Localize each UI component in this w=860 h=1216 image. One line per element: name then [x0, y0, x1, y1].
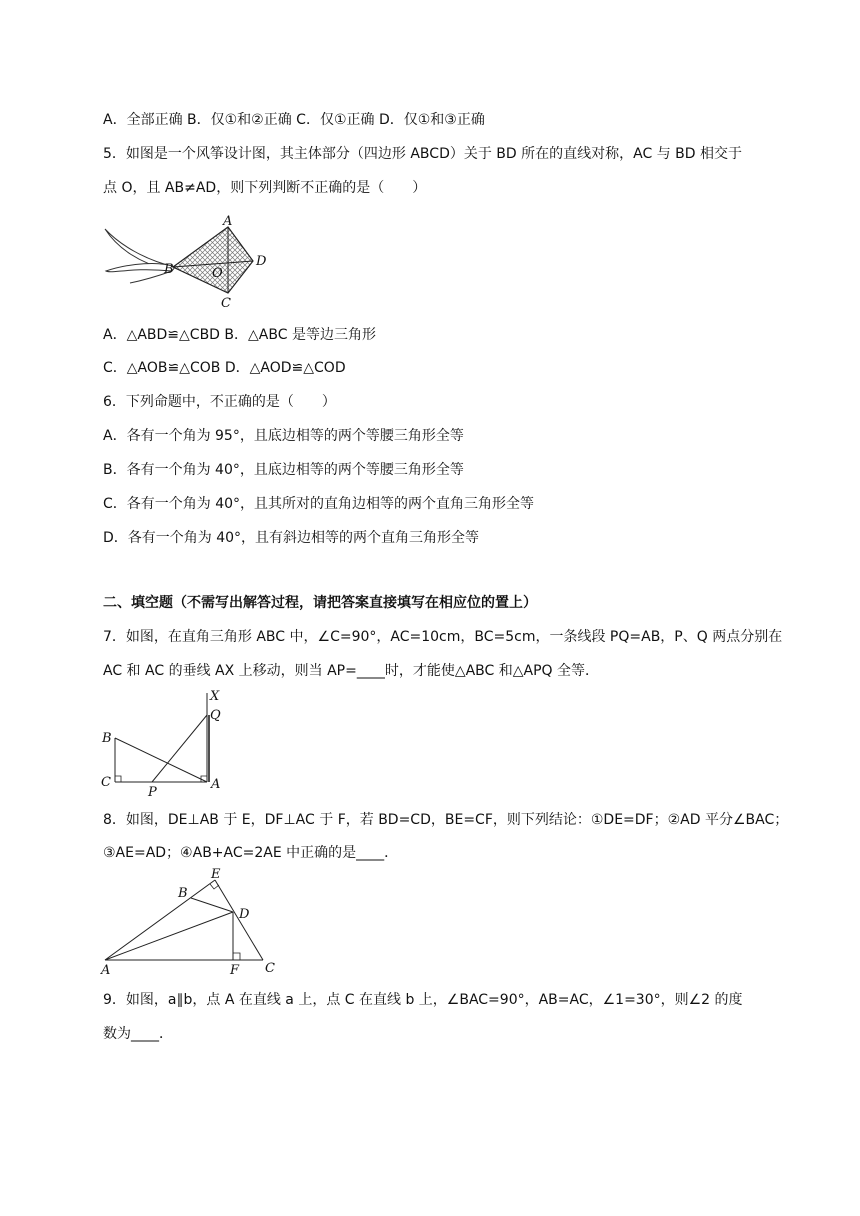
fig7-right-angle-c: [115, 776, 121, 782]
kite-label-o: O: [212, 266, 223, 281]
q6-option-a: A．各有一个角为 95°，且底边相等的两个等腰三角形全等: [103, 428, 464, 444]
fig8-line-ad: [105, 912, 233, 960]
q6-text: 6．下列命题中，不正确的是（ ）: [103, 394, 336, 410]
fig8-label-a: A: [101, 963, 111, 978]
fig7-label-a: A: [211, 777, 221, 792]
fig8-label-c: C: [265, 961, 275, 976]
q8-text-line2: ③AE=AD；④AB+AC=2AE 中正确的是____．: [103, 845, 399, 861]
q6-option-c: C．各有一个角为 40°，且其所对的直角边相等的两个直角三角形全等: [103, 496, 535, 512]
fig8-label-e: E: [211, 867, 221, 882]
fig8-line-ae: [105, 880, 215, 960]
kite-figure: [100, 215, 280, 315]
fig7-label-q: Q: [210, 708, 221, 723]
q9-text-line1: 9．如图，a∥b，点 A 在直线 a 上，点 C 在直线 b 上，∠BAC=90°，AB=AC，∠1=30°，则∠2 的度: [103, 992, 743, 1008]
q7-text-line2: AC 和 AC 的垂线 AX 上移动，则当 AP=____时，才能使△ABC 和△APQ 全等．: [103, 663, 600, 679]
fig7-line-pq: [152, 715, 207, 782]
fig7-line-ba: [115, 738, 207, 782]
kite-label-b: B: [164, 262, 174, 277]
fig8-label-f: F: [230, 963, 240, 978]
fig7-figure: [100, 688, 240, 798]
fig7-label-x: X: [210, 689, 220, 704]
q4-options: A．全部正确 B．仅①和②正确 C．仅①正确 D．仅①和③正确: [103, 112, 485, 128]
q5-options-cd: C．△AOB≌△COB D．△AOD≌△COD: [103, 360, 346, 376]
fig8-label-d: D: [239, 907, 250, 922]
q6-option-b: B．各有一个角为 40°，且底边相等的两个等腰三角形全等: [103, 462, 464, 478]
fig8-right-angle-f: [233, 953, 240, 960]
fig7-label-b: B: [102, 731, 112, 746]
q5-text-line2: 点 O，且 AB≠AD，则下列判断不正确的是（ ）: [103, 180, 427, 196]
fig7-label-p: P: [148, 785, 157, 800]
fig7-label-c: C: [101, 775, 111, 790]
q5-options-ab: A．△ABD≌△CBD B．△ABC 是等边三角形: [103, 327, 376, 343]
kite-label-a: A: [223, 214, 233, 229]
q9-text-line2: 数为____．: [103, 1026, 173, 1042]
kite-label-d: D: [256, 254, 267, 269]
fig8-label-b: B: [178, 886, 188, 901]
q5-text-line1: 5．如图是一个风筝设计图，其主体部分（四边形 ABCD）关于 BD 所在的直线对称，AC 与 BD 相交于: [103, 146, 742, 162]
fig8-figure: [100, 868, 300, 978]
kite-label-c: C: [221, 296, 231, 311]
q8-text-line1: 8．如图，DE⊥AB 于 E，DF⊥AC 于 F，若 BD=CD，BE=CF，则下列结论：①DE=DF；②AD 平分∠BAC；: [103, 812, 789, 828]
section-heading-fill-in: 二、填空题（不需写出解答过程，请把答案直接填写在相应位的置上）: [103, 595, 537, 611]
q7-text-line1: 7．如图，在直角三角形 ABC 中，∠C=90°，AC=10cm，BC=5cm，一条线段 PQ=AB，P、Q 两点分别在: [103, 629, 783, 645]
kite-body: [173, 227, 253, 293]
q6-option-d: D．各有一个角为 40°，且有斜边相等的两个直角三角形全等: [103, 530, 480, 546]
